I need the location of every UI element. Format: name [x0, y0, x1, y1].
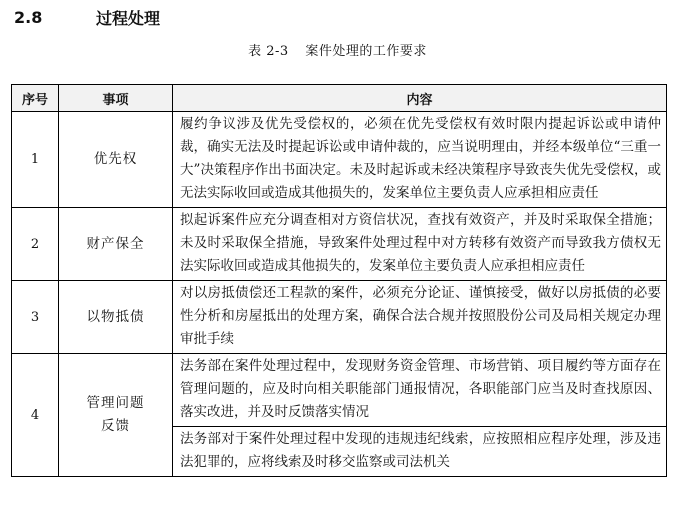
row-content: 对以房抵债偿还工程款的案件，必须充分论证、谨慎接受，做好以房抵债的必要性分析和房屋抵出的处理方案，确保合法合规并按照股份公司及局相关规定办理审批手续	[173, 281, 667, 354]
table-row	[12, 112, 667, 208]
row-content: 拟起诉案件应充分调查相对方资信状况，查找有效资产，并及时采取保全措施；未及时采取保全措施，导致案件处理过程中对方转移有效资产而导致我方债权无法实际收回或造成其他损失的，发案单位主要负责人应承担相应责任	[173, 208, 667, 281]
table-caption	[0, 40, 675, 59]
row-item	[59, 354, 173, 477]
table-caption-label: 表 2-3	[248, 44, 289, 59]
table-row	[12, 281, 667, 354]
row-seq: 1	[12, 112, 59, 208]
row-item: 财产保全	[59, 208, 173, 281]
section-number: 2.8	[14, 7, 43, 27]
row-item-text: 管理问题反馈	[86, 395, 145, 434]
row-content-part: 法务部对于案件处理过程中发现的违规违纪线索，应按照相应程序处理，涉及违法犯罪的，应将线索及时移交监察或司法机关	[173, 426, 666, 476]
row-content-part: 法务部在案件处理过程中，发现财务资金管理、市场营销、项目履约等方面存在管理问题的，应及时向相关职能部门通报情况，各职能部门应当及时查找原因、落实改进，并及时反馈落实情况	[180, 358, 661, 420]
section-title: 过程处理	[96, 8, 161, 28]
row-seq: 4	[12, 354, 59, 477]
row-content: 履约争议涉及优先受偿权的，必须在优先受偿权有效时限内提起诉讼或申请仲裁，确实无法及时提起诉讼或申请仲裁的，应当说明理由，并经本级单位“三重一大”决策程序作出书面决定。未及时起诉或未经决策程序导致丧失优先受偿权，或无法实际收回或造成其他损失的，发案单位主要负责人应承担相应责任	[173, 112, 667, 208]
table-caption-title: 案件处理的工作要求	[305, 44, 427, 59]
table-row	[12, 354, 667, 477]
row-item: 优先权	[59, 112, 173, 208]
row-seq: 2	[12, 208, 59, 281]
table-row	[12, 208, 667, 281]
row-item: 以物抵债	[59, 281, 173, 354]
header-content: 内容	[173, 85, 667, 112]
row-seq: 3	[12, 281, 59, 354]
row-content	[173, 354, 667, 477]
header-item: 事项	[59, 85, 173, 112]
table-header-row	[12, 85, 667, 112]
section-heading	[14, 4, 160, 30]
header-seq: 序号	[12, 85, 59, 112]
requirements-table	[11, 84, 667, 477]
